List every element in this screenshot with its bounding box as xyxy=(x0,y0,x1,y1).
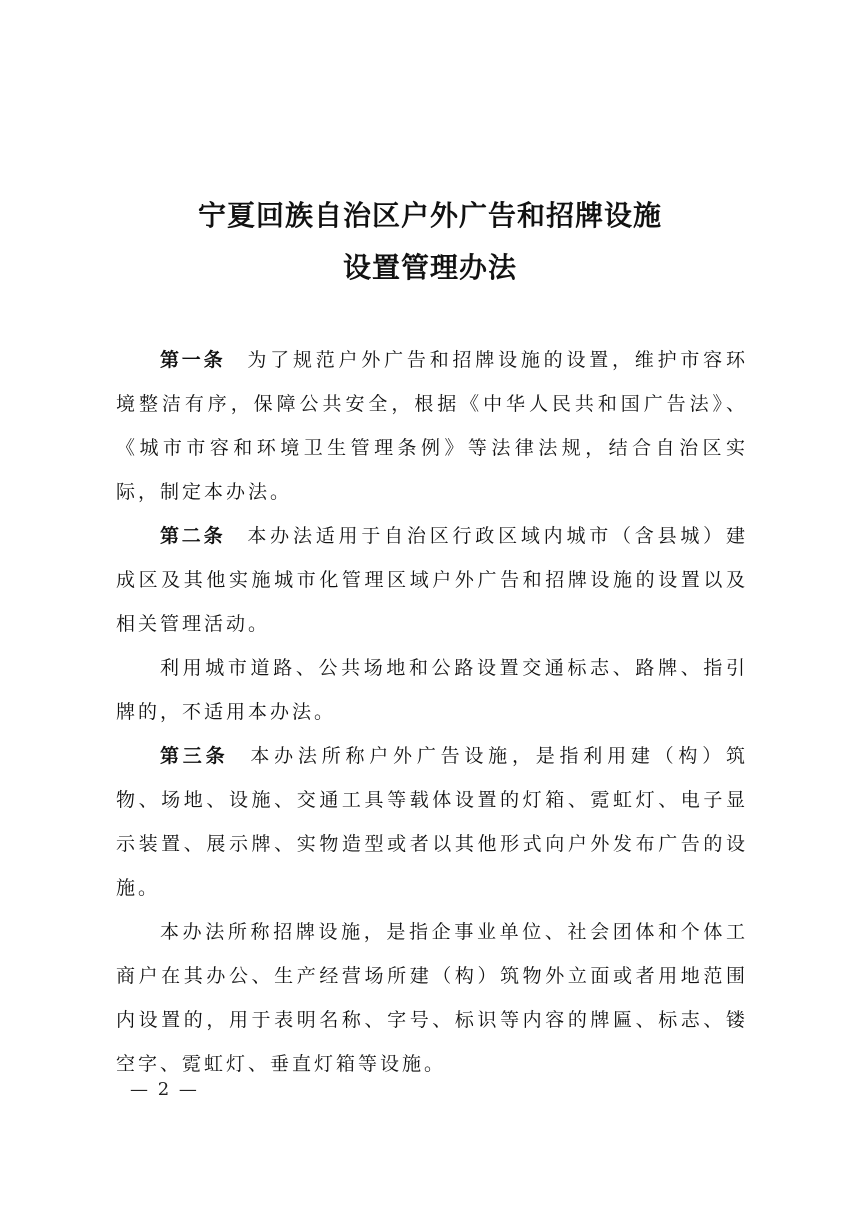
document-body xyxy=(116,338,748,1086)
paragraph-text: 为了规范户外广告和招牌设施的设置，维护市容环境整洁有序，保障公共安全，根据《中华人民共和国广告法》、《城市市容和环境卫生管理条例》等法律法规，结合自治区实际，制定本办法。 xyxy=(116,349,748,503)
paragraph-text: 本办法所称户外广告设施，是指利用建（构）筑物、场地、设施、交通工具等载体设置的灯箱、霓虹灯、电子显示装置、展示牌、实物造型或者以其他形式向户外发布广告的设施。 xyxy=(116,745,748,899)
document-title xyxy=(0,190,860,294)
title-line-2: 设置管理办法 xyxy=(342,251,517,284)
paragraph-article-2 xyxy=(116,514,748,646)
article-label: 第一条 xyxy=(160,349,226,371)
paragraph-article-2-exclusion xyxy=(116,646,748,734)
article-label: 第三条 xyxy=(160,745,229,767)
article-label: 第二条 xyxy=(160,525,226,547)
paragraph-article-1 xyxy=(116,338,748,514)
paragraph-text: 本办法所称招牌设施，是指企事业单位、社会团体和个体工商户在其办公、生产经营场所建（构）筑物外立面或者用地范围内设置的，用于表明名称、字号、标识等内容的牌匾、标志、镂空字、霓虹灯、垂直灯箱等设施。 xyxy=(116,921,748,1075)
paragraph-text: 利用城市道路、公共场地和公路设置交通标志、路牌、指引牌的，不适用本办法。 xyxy=(116,657,748,723)
title-line-1: 宁夏回族自治区户外广告和招牌设施 xyxy=(197,199,662,232)
paragraph-article-3 xyxy=(116,734,748,910)
paragraph-text: 本办法适用于自治区行政区域内城市（含县城）建成区及其他实施城市化管理区域户外广告和招牌设施的设置以及相关管理活动。 xyxy=(116,525,748,635)
page-number: — 2 — xyxy=(130,1079,199,1100)
paragraph-article-3-signboard xyxy=(116,910,748,1086)
